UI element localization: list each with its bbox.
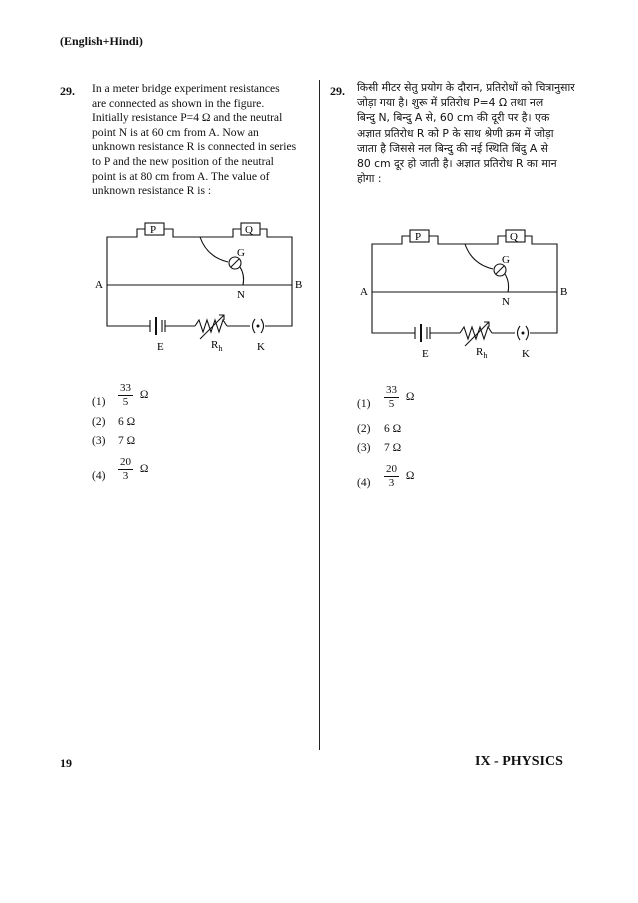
option-label: (4) (92, 470, 106, 482)
fraction (118, 382, 133, 409)
question-line: जाता है जिससे नल बिन्दु की नई स्थिति बिंदु A से (357, 141, 548, 155)
fraction (384, 463, 399, 490)
unit: Ω (139, 389, 149, 402)
option-label: (3) (92, 435, 106, 447)
fraction-numerator: 20 (386, 463, 397, 475)
unit: Ω (405, 391, 415, 404)
question-line: to P and the new position of the neutral (92, 154, 274, 168)
page-number: 19 (60, 756, 72, 770)
label-A: A (95, 279, 103, 291)
question-line: unknown resistance R is connected in series (92, 140, 297, 154)
label-P: P (415, 231, 422, 243)
question-line: होगा : (357, 172, 382, 186)
option-label: (1) (357, 398, 371, 410)
option-2-value: 6 Ω (118, 416, 136, 428)
option-1-value (384, 384, 414, 411)
label-Rh (211, 339, 222, 353)
fraction-numerator: 20 (120, 456, 131, 468)
label-P: P (150, 224, 157, 236)
fraction-denominator: 5 (122, 396, 129, 408)
question-line: बिन्दु N, बिन्दु A से, 60 cm की दूरी पर है। एक (357, 111, 550, 125)
question-line: किसी मीटर सेतु प्रयोग के दौरान, प्रतिरोधों को चित्रानुसार (357, 81, 575, 94)
label-E: E (157, 341, 164, 353)
label-K: K (522, 348, 530, 360)
label-R: R (476, 346, 484, 358)
fraction-numerator: 33 (120, 382, 131, 394)
question-line: are connected as shown in the figure. (92, 96, 265, 110)
label-N: N (502, 296, 510, 308)
question-line: point is at 80 cm from A. The value of (92, 169, 270, 183)
unit: Ω (405, 470, 415, 483)
option-label: (2) (357, 423, 371, 435)
label-A: A (360, 286, 368, 298)
column-divider (319, 80, 320, 750)
question-line: 80 cm दूर हो जाती है। अज्ञात प्रतिरोध R का मान (357, 157, 557, 171)
option-3-value: 7 Ω (118, 435, 136, 447)
label-R: R (211, 339, 219, 351)
option-label: (3) (357, 442, 371, 454)
option-label: (1) (92, 396, 106, 408)
option-3-value: 7 Ω (384, 442, 402, 454)
label-K: K (257, 341, 265, 353)
label-Q: Q (245, 224, 253, 236)
question-line: अज्ञात प्रतिरोध R को P के साथ श्रेणी क्रम में जोड़ा (357, 126, 554, 140)
question-text-english (92, 82, 312, 199)
fraction-denominator: 5 (388, 398, 395, 410)
fraction-denominator: 3 (122, 470, 129, 482)
question-line: जोड़ा गया है। शुरू में प्रतिरोध P=4 Ω तथा नल (357, 96, 544, 110)
question-line: point N is at 60 cm from A. Now an (92, 125, 259, 139)
label-B: B (295, 279, 303, 291)
option-4-value (384, 463, 414, 490)
label-G: G (502, 254, 510, 266)
circuit-diagram-hindi (350, 222, 580, 367)
question-line: In a meter bridge experiment resistances (92, 82, 280, 95)
label-G: G (237, 247, 245, 259)
option-2-value: 6 Ω (384, 423, 402, 435)
label-h: h (483, 351, 488, 360)
fraction-denominator: 3 (388, 477, 395, 489)
option-1-value (118, 382, 148, 409)
circuit-diagram-english (85, 215, 315, 360)
label-B: B (560, 286, 568, 298)
label-E: E (422, 348, 429, 360)
fraction (384, 384, 399, 411)
option-label: (4) (357, 477, 371, 489)
question-number-english: 29. (60, 84, 75, 98)
question-number-hindi: 29. (330, 84, 345, 98)
question-line: unknown resistance R is : (92, 184, 212, 198)
fraction (118, 456, 133, 483)
option-4-value (118, 456, 148, 483)
unit: Ω (139, 463, 149, 476)
label-Q: Q (510, 231, 518, 243)
label-Rh (476, 346, 487, 360)
subject-label: IX - PHYSICS (475, 754, 563, 769)
question-line: Initially resistance P=4 Ω and the neutral (92, 111, 283, 125)
question-text-hindi (357, 80, 589, 186)
option-label: (2) (92, 416, 106, 428)
page-header: (English+Hindi) (60, 34, 143, 48)
label-N: N (237, 289, 245, 301)
label-h: h (218, 344, 223, 353)
fraction-numerator: 33 (386, 384, 397, 396)
